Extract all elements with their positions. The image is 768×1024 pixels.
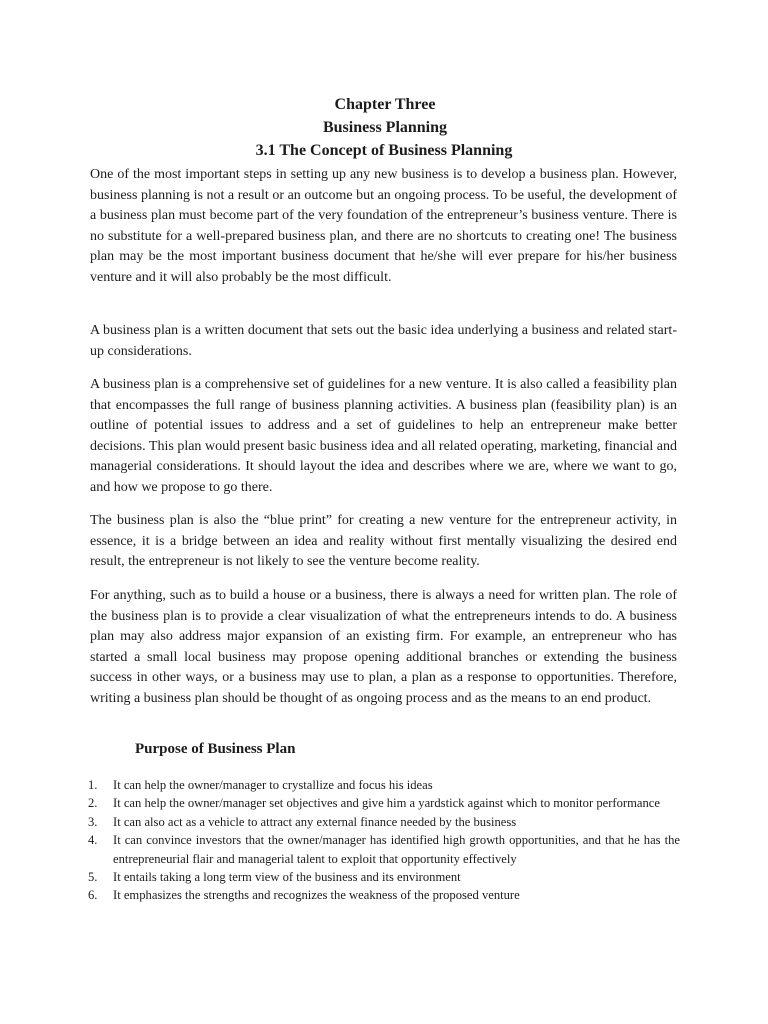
list-item [88, 886, 680, 904]
paragraph: A business plan is a comprehensive set of guidelines for a new venture. It is also called a feasibility plan that encompasses the full range of business planning activities. A business plan (feasibility plan) is an outline of potential issues to address and a set of guidelines to help an entrepreneur make better decisions. This plan would present basic business idea and all related operating, marketing, financial and managerial considerations. It should layout the idea and describes where we are, where we want to go, and how we propose to go there. [90, 377, 677, 495]
paragraph: One of the most important steps in setting up any new business is to develop a business plan. However, business planning is not a result or an outcome but an ongoing process. To be useful, the development of a business plan must become part of the very foundation of the entrepreneur’s business venture. There is no substitute for a well-prepared business plan, and there are no shortcuts to creating one! The business plan may be the most important business document that he/she will ever prepare for his/her business venture and it will also probably be the most difficult. [90, 167, 677, 285]
list-number: 1. [88, 778, 98, 792]
list-text: It can also act as a vehicle to attract any external finance needed by the business [113, 814, 517, 829]
list-item [88, 813, 680, 831]
section-heading: 3.1 The Concept of Business Planning [255, 142, 513, 159]
list-text: It can help the owner/manager to crystallize and focus his ideas [113, 778, 433, 792]
chapter-title: Business Planning [322, 119, 448, 136]
list-number: 4. [88, 833, 98, 848]
purpose-list [88, 776, 680, 905]
list-item [88, 831, 680, 868]
paragraph: For anything, such as to build a house or a business, there is always a need for written plan. The role of the business plan is to provide a clear visualization of what the entrepreneurs intends to do. A business plan may also address major expansion of an existing firm. For example, an entrepreneur who has started a small local business may propose opening additional branches or extending the business success in other ways, or a business may use to plan, a plan as a response to opportunities. Therefore, writing a business plan should be thought of as ongoing process and as the means to an end product. [90, 588, 677, 706]
list-number: 2. [88, 796, 98, 811]
list-number: 3. [88, 814, 98, 829]
list-item [88, 868, 680, 886]
paragraph: A business plan is a written document that sets out the basic idea underlying a business and related start-up considerations. [90, 323, 677, 359]
purpose-heading: Purpose of Business Plan [135, 741, 296, 757]
list-item [88, 776, 680, 794]
paragraph: The business plan is also the “blue print” for creating a new venture for the entrepreneur activity, in essence, it is a bridge between an idea and reality without first mentally visualizing the desired end result, the entrepreneur is not likely to see the venture become reality. [90, 513, 677, 569]
list-number: 5. [88, 870, 98, 885]
list-item [88, 794, 680, 812]
list-text: It emphasizes the strengths and recognizes the weakness of the proposed venture [113, 888, 520, 903]
heading-block [0, 93, 768, 162]
list-text: It can help the owner/manager set objectives and give him a yardstick against which to monitor performance [113, 796, 660, 811]
list-text: It entails taking a long term view of the business and its environment [113, 870, 461, 885]
list-text: It can convince investors that the owner/manager has identified high growth opportunities, and that he has the entrepreneurial flair and managerial talent to exploit that opportunity effectively [113, 833, 680, 866]
chapter-heading: Chapter Three [334, 96, 436, 113]
list-number: 6. [88, 888, 98, 903]
